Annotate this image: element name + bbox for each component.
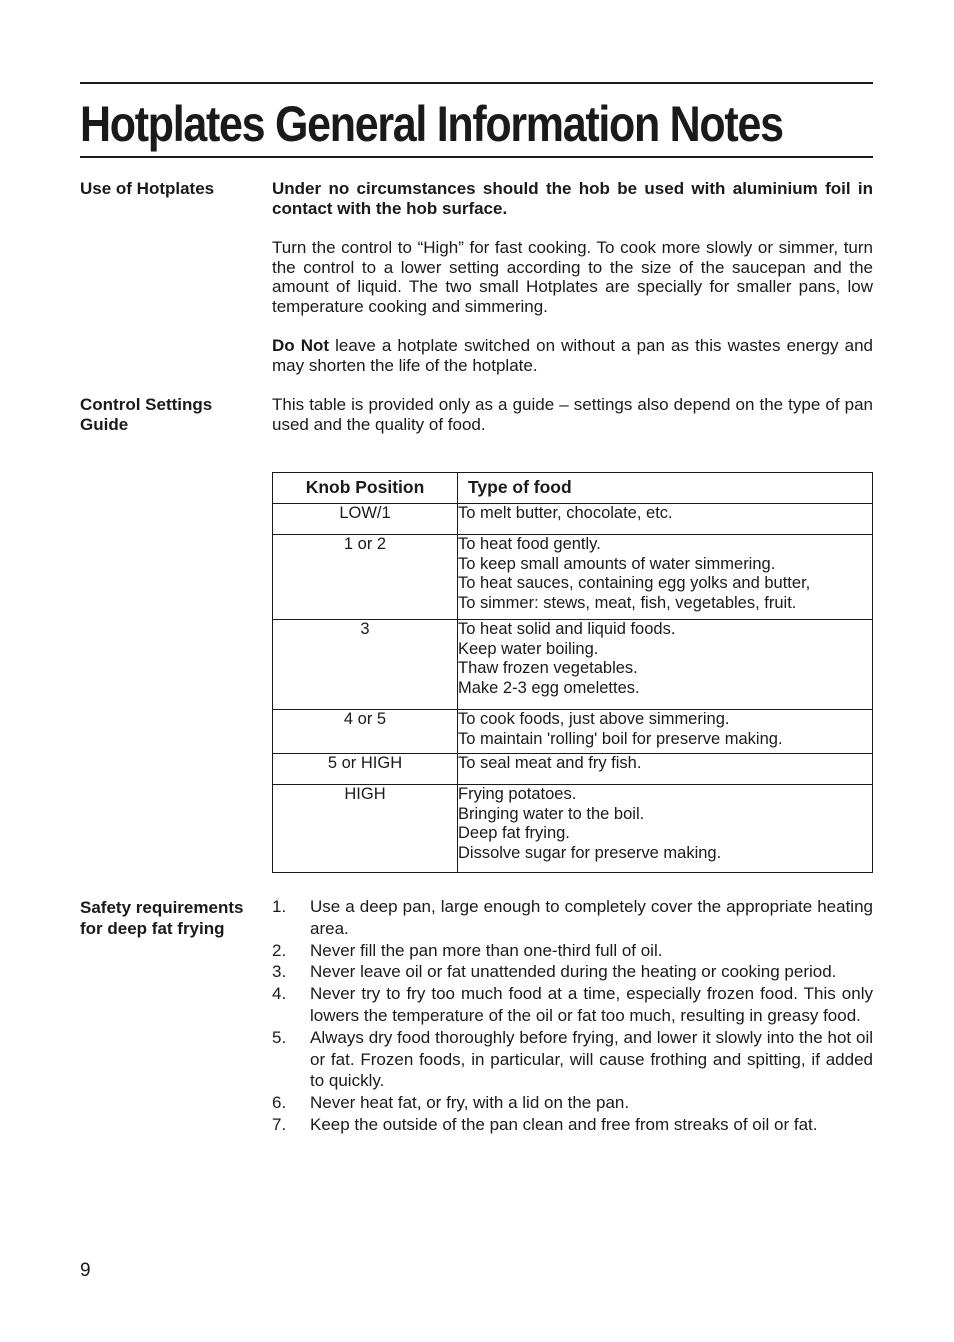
table-row [273, 504, 873, 535]
food-cell [458, 754, 873, 785]
table-row [273, 754, 873, 785]
food-cell [458, 535, 873, 620]
list-item [272, 1114, 873, 1136]
list-item [272, 1027, 873, 1092]
list-number: 1. [272, 897, 287, 916]
table-header-row [273, 473, 873, 504]
list-text: Never try to fry too much food at a time, especially frozen food. This only lowers the temperature of the oil or fat too much, resulting in greasy food. [310, 984, 873, 1025]
list-item [272, 961, 873, 983]
page-number: 9 [80, 1260, 91, 1281]
food-cell [458, 504, 873, 535]
list-text: Use a deep pan, large enough to completely cover the appropriate heating area. [310, 897, 873, 938]
food-cell [458, 785, 873, 873]
list-text: Keep the outside of the pan clean and free from streaks of oil or fat. [310, 1114, 818, 1134]
table-row [273, 785, 873, 873]
control-instructions: Turn the control to “High” for fast cooking. To cook more slowly or simmer, turn the control to a lower setting according to the size of the saucepan and the amount of liquid. The two small Hotplates are specially for smaller pans, low temperature cooking and simmering. [272, 238, 873, 316]
list-number: 7. [272, 1114, 287, 1134]
food-line: Dissolve sugar for preserve making. [458, 843, 722, 862]
food-line: Make 2-3 egg omelettes. [458, 678, 640, 697]
food-line: Deep fat frying. [458, 824, 570, 842]
knob-position-cell: 5 or HIGH [273, 754, 458, 785]
list-number: 2. [272, 940, 287, 960]
safety-rules-list [272, 896, 873, 1136]
food-line: To maintain 'rolling' boil for preserve making. [458, 729, 783, 748]
list-item [272, 940, 873, 962]
knob-position-cell: 4 or 5 [273, 710, 458, 754]
list-text: Always dry food thoroughly before frying, and lower it slowly into the hot oil or fat. Frozen foods, in particular, will cause frothing and spitting, if added to quickly. [310, 1027, 873, 1091]
food-line: Bringing water to the boil. [458, 804, 645, 823]
knob-position-cell: LOW/1 [273, 504, 458, 535]
food-line: Frying potatoes. [458, 785, 577, 803]
food-line: Thaw frozen vegetables. [458, 659, 638, 677]
do-not-emphasis: Do Not [272, 336, 330, 355]
table-row [273, 620, 873, 710]
table-row [273, 710, 873, 754]
knob-position-cell: 3 [273, 620, 458, 710]
list-number: 5. [272, 1027, 287, 1047]
food-line: To simmer: stews, meat, fish, vegetables, fruit. [458, 593, 797, 612]
section-heading-control-settings: Control Settings Guide [80, 395, 213, 434]
list-text: Never heat fat, or fry, with a lid on the pan. [310, 1093, 630, 1113]
column-header-type-of-food: Type of food [458, 473, 873, 504]
food-cell [458, 620, 873, 710]
knob-position-cell: 1 or 2 [273, 535, 458, 620]
table-row [273, 535, 873, 620]
food-line: To melt butter, chocolate, etc. [458, 504, 673, 522]
list-item [272, 983, 873, 1027]
do-not-paragraph [272, 336, 873, 375]
title-underline [80, 156, 873, 158]
section-heading-safety: Safety requirements for deep fat frying [80, 898, 244, 938]
list-number: 6. [272, 1093, 287, 1113]
food-line: To heat solid and liquid foods. [458, 620, 676, 638]
do-not-text: leave a hotplate switched on without a pan as this wastes energy and may shorten the life of the hotplate. [272, 336, 873, 375]
page-title: Hotplates General Information Notes [80, 96, 783, 152]
food-line: To keep small amounts of water simmering. [458, 554, 776, 573]
list-item [272, 896, 873, 940]
section-heading-use-of-hotplates: Use of Hotplates [80, 179, 215, 198]
food-line: To heat food gently. [458, 535, 601, 553]
control-settings-table [272, 472, 873, 873]
food-line: Keep water boiling. [458, 639, 599, 658]
list-number: 3. [272, 962, 287, 982]
control-guide-intro: This table is provided only as a guide – settings also depend on the type of pan used and the quality of food. [272, 395, 873, 434]
food-line: To cook foods, just above simmering. [458, 710, 730, 728]
top-rule [80, 82, 873, 84]
food-line: To seal meat and fry fish. [458, 754, 642, 772]
aluminium-foil-warning: Under no circumstances should the hob be used with aluminium foil in contact with the hob surface. [272, 179, 873, 218]
list-item [272, 1092, 873, 1114]
knob-position-cell: HIGH [273, 785, 458, 873]
food-line: To heat sauces, containing egg yolks and butter, [458, 574, 811, 592]
list-number: 4. [272, 984, 287, 1004]
column-header-knob-position: Knob Position [273, 473, 458, 504]
list-text: Never fill the pan more than one-third full of oil. [310, 940, 663, 960]
list-text: Never leave oil or fat unattended during the heating or cooking period. [310, 962, 837, 982]
food-cell [458, 710, 873, 754]
